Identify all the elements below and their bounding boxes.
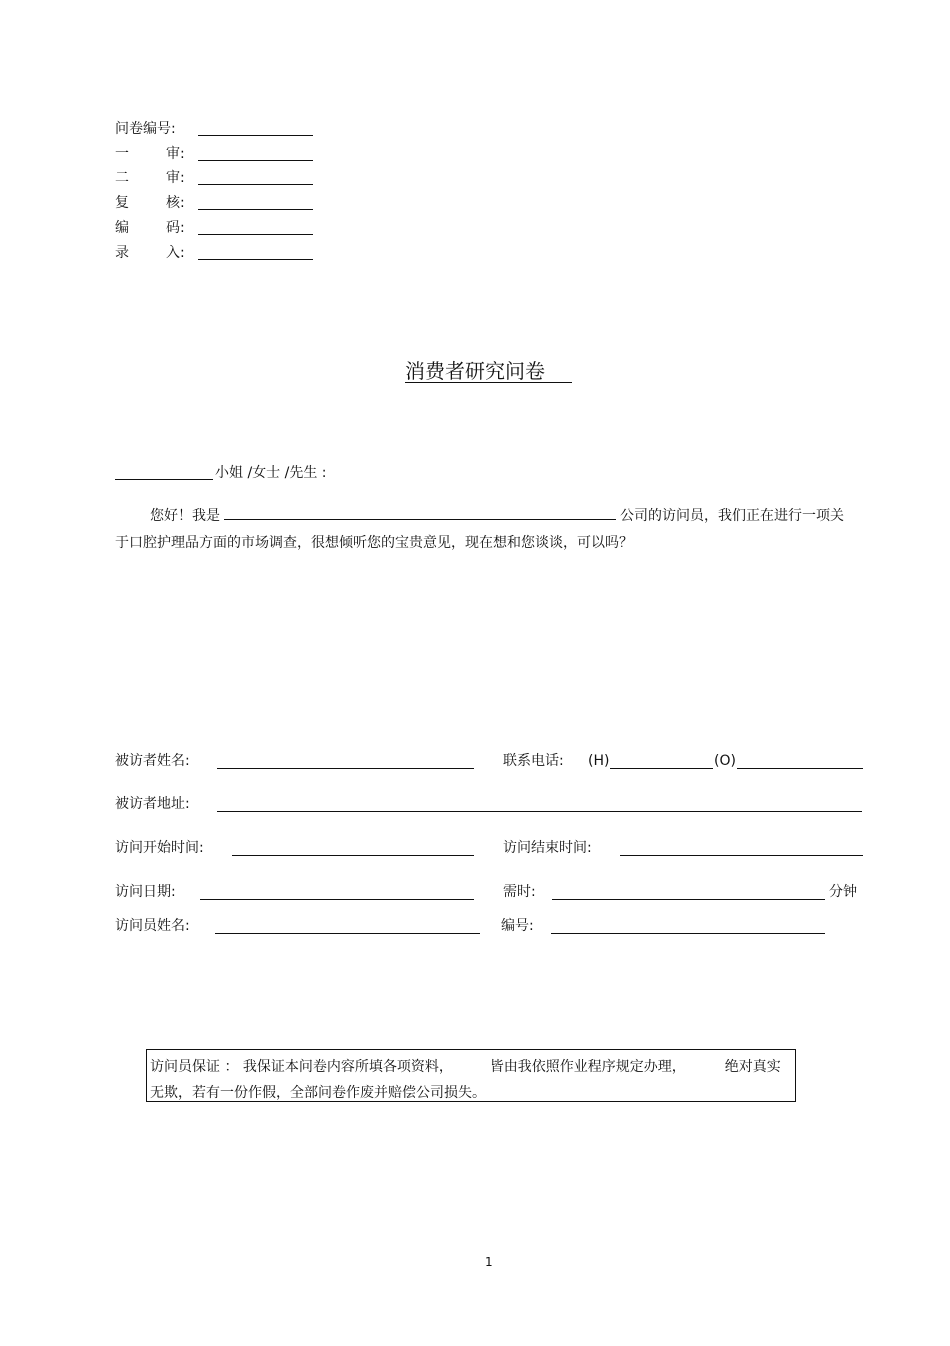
page-title: 消费者研究问卷 bbox=[405, 359, 545, 383]
second-review-label-b: 审: bbox=[166, 170, 185, 186]
start-time-label: 访问开始时间: bbox=[115, 840, 204, 856]
interviewer-name-field[interactable] bbox=[215, 933, 480, 934]
duration-unit: 分钟 bbox=[829, 884, 857, 900]
phone-office-field[interactable] bbox=[737, 768, 863, 769]
phone-office-label: (O) bbox=[714, 753, 736, 769]
first-review-label-b: 审: bbox=[166, 146, 185, 162]
duration-field[interactable] bbox=[552, 899, 825, 900]
intro-paragraph bbox=[115, 503, 850, 557]
interviewer-name-label: 访问员姓名: bbox=[115, 918, 190, 934]
coding-label-a: 编 bbox=[115, 220, 129, 236]
respondent-address-label: 被访者地址: bbox=[115, 796, 190, 812]
respondent-name-field[interactable] bbox=[217, 768, 474, 769]
interview-date-field[interactable] bbox=[200, 899, 474, 900]
pledge-text-4: 无欺，若有一份作假，全部问卷作废并赔偿公司损失。 bbox=[150, 1085, 486, 1101]
salutation: 小姐 /女士 /先生 : bbox=[215, 465, 327, 481]
coding-field[interactable] bbox=[198, 234, 313, 235]
recheck-field[interactable] bbox=[198, 209, 313, 210]
interviewer-id-label: 编号: bbox=[501, 918, 534, 934]
intro-part2: 公司的访问员，我们正在进行一项关于口腔护理品方面的市场调查，很想倾听您的宝贵意见，现在想和您谈谈，可以吗？ bbox=[115, 508, 844, 551]
duration-label: 需时: bbox=[503, 884, 536, 900]
second-review-label-a: 二 bbox=[115, 170, 129, 186]
first-review-field[interactable] bbox=[198, 160, 313, 161]
coding-label-b: 码: bbox=[166, 220, 185, 236]
phone-home-field[interactable] bbox=[610, 768, 713, 769]
phone-label: 联系电话: bbox=[503, 753, 564, 769]
end-time-label: 访问结束时间: bbox=[503, 840, 592, 856]
pledge-text-1: 我保证本问卷内容所填各项资料， bbox=[242, 1059, 453, 1075]
pledge-text-3: 绝对真实 bbox=[724, 1059, 781, 1075]
respondent-name-label: 被访者姓名: bbox=[115, 753, 190, 769]
entry-label-a: 录 bbox=[115, 245, 129, 261]
interviewer-pledge-box bbox=[146, 1049, 796, 1102]
respondent-address-field[interactable] bbox=[217, 811, 862, 812]
interviewer-id-field[interactable] bbox=[551, 933, 825, 934]
page-number: 1 bbox=[485, 1255, 493, 1269]
first-review-label-a: 一 bbox=[115, 146, 129, 162]
entry-field[interactable] bbox=[198, 259, 313, 260]
company-name-blank[interactable] bbox=[224, 506, 616, 520]
questionnaire-number-label: 问卷编号: bbox=[115, 121, 176, 137]
recheck-label-b: 核: bbox=[166, 195, 185, 211]
intro-part1: 您好！我是 bbox=[150, 508, 220, 524]
recheck-label-a: 复 bbox=[115, 195, 129, 211]
pledge-text-2: 皆由我依照作业程序规定办理， bbox=[489, 1059, 686, 1075]
start-time-field[interactable] bbox=[232, 855, 474, 856]
interview-date-label: 访问日期: bbox=[115, 884, 176, 900]
entry-label-b: 入: bbox=[166, 245, 185, 261]
questionnaire-number-field[interactable] bbox=[198, 135, 313, 136]
second-review-field[interactable] bbox=[198, 184, 313, 185]
pledge-lead: 访问员保证 ： bbox=[150, 1059, 239, 1075]
title-underline bbox=[405, 382, 572, 383]
phone-home-label: (H) bbox=[588, 753, 610, 769]
respondent-name-blank[interactable] bbox=[115, 479, 213, 480]
end-time-field[interactable] bbox=[620, 855, 863, 856]
